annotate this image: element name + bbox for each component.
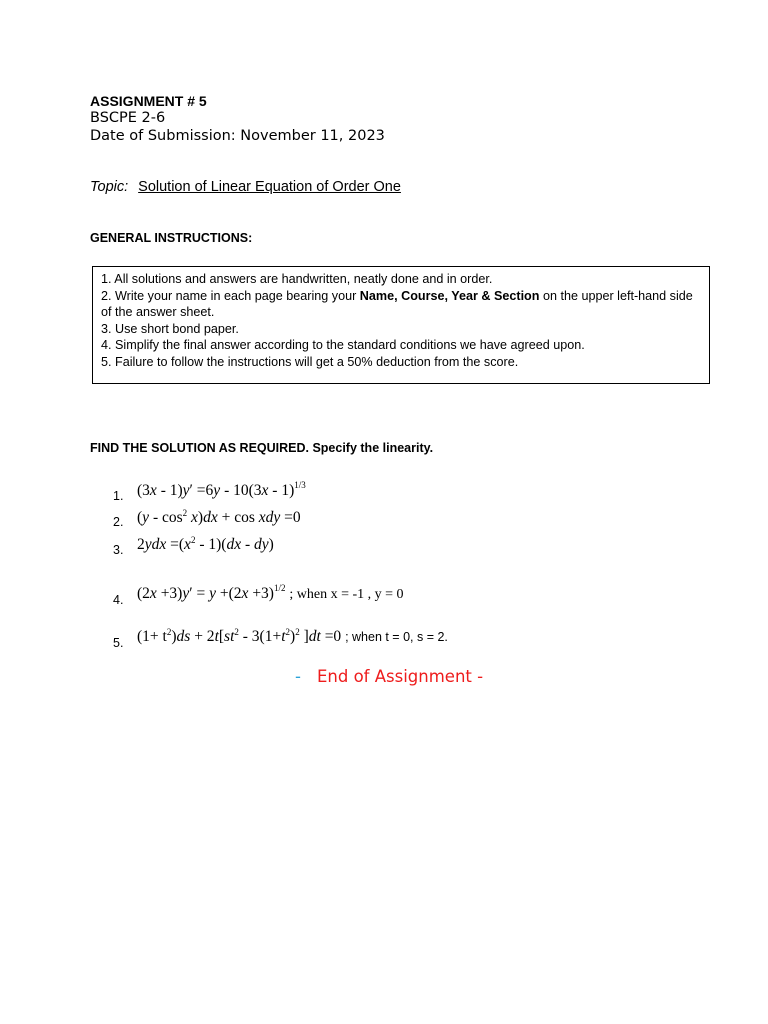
end-dash: - (295, 667, 301, 686)
problem-number-4: 4. (113, 593, 124, 607)
equation-2: $(y - \cos^2 x)dx + \cos$ xdy =0 (137, 508, 301, 527)
submission-date: Date of Submission: November 11, 2023 (90, 128, 385, 144)
end-of-assignment (295, 667, 483, 686)
instruction-item-1: 1. All solutions and answers are handwritten, neatly done and in order. (101, 272, 493, 286)
problem-number-3: 3. (113, 543, 124, 557)
equation-1: (3x - 1)y′ =6y - 10(3x - 1)$^{1/3}$ (137, 480, 306, 499)
equation-3: $2ydx =(x^2 - 1)(dx - dy)$ (137, 535, 274, 554)
instruction-item-4: 4. Simplify the final answer according to the standard conditions we have agreed upon. (101, 338, 585, 353)
equation-4: $(2x +3)y' = y +(2x +3)^{1/2}$ ; when x = -1 , y = 0 (137, 583, 404, 602)
equation-5: $(1+ t^2)ds + 2t[st^2 - 3(1+t^2)^2$ ]dt =0 ; when t = 0, s = 2. (137, 627, 448, 646)
problem-number-1: 1. (113, 489, 124, 503)
condition-5: ; when t = 0, s = 2. (345, 630, 448, 645)
instruction-item-2 (101, 288, 701, 321)
topic-line (90, 179, 401, 195)
instruction-item-2-bold: Name, Course, Year & Section (359, 288, 540, 303)
topic-value: Solution of Linear Equation of Order One (138, 179, 401, 195)
instructions-box (92, 266, 710, 384)
problem-number-2: 2. (113, 515, 124, 529)
assignment-title: ASSIGNMENT # 5 (90, 93, 207, 109)
instructions-heading: GENERAL INSTRUCTIONS: (90, 231, 253, 245)
instruction-item-2-tail: on the upper left-hand side of the answer sheet. (101, 288, 693, 320)
course-section: BSCPE 2-6 (90, 110, 166, 126)
end-text: End of Assignment - (316, 667, 484, 686)
condition-4: ; when x = -1 , y = 0 (289, 587, 404, 602)
instruction-item-5: 5. Failure to follow the instructions will get a 50% deduction from the score. (101, 354, 519, 369)
instruction-item-2-text: 2. Write your name in each page bearing your (101, 288, 360, 303)
problems-heading: FIND THE SOLUTION AS REQUIRED. Specify the linearity. (90, 441, 434, 455)
topic-label: Topic: (90, 179, 129, 195)
problem-number-5: 5. (113, 636, 124, 650)
instruction-item-3: 3. Use short bond paper. (101, 321, 239, 336)
